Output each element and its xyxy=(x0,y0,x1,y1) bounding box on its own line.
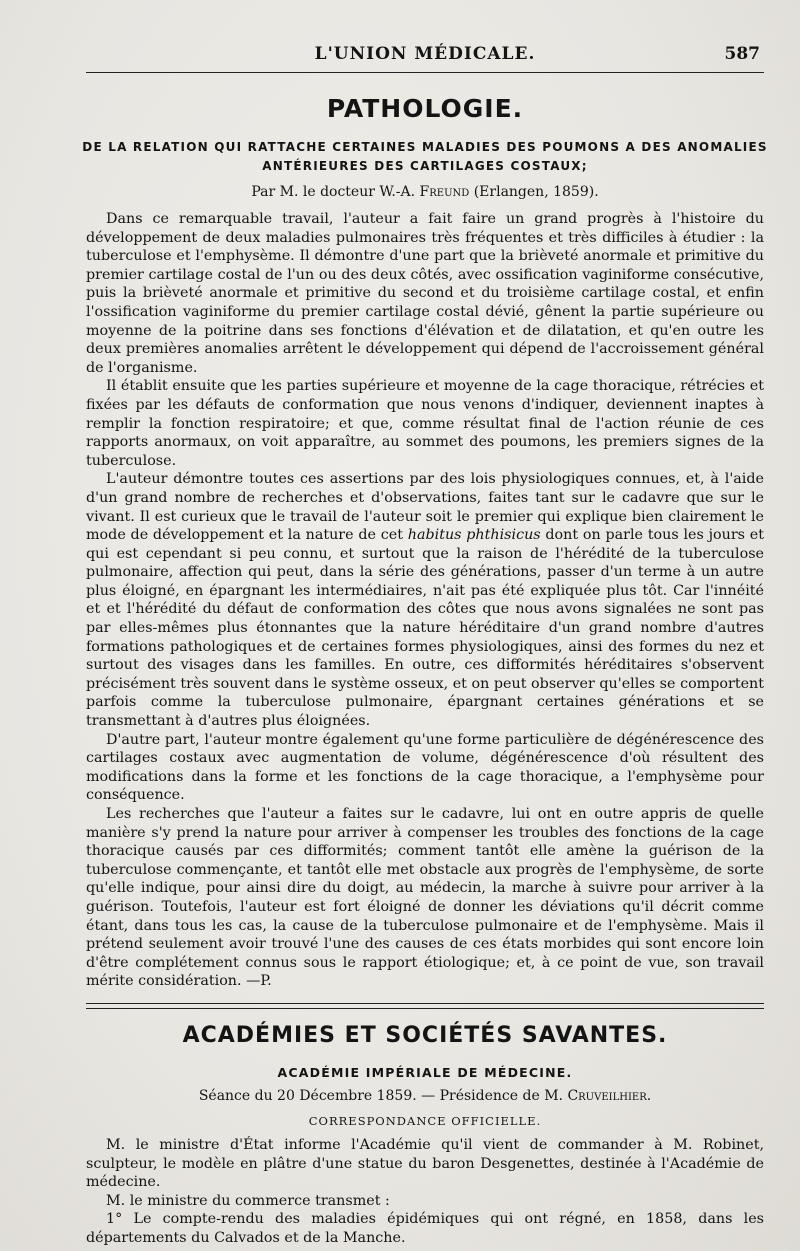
header-rule xyxy=(86,72,764,73)
academies-paragraph-1: M. le ministre d'État informe l'Académie qu'il vient de commander à M. Robinet, sculpteur, le modèle en plâtre d'une statue du baron Desgenettes, destinée à l'Académie de médecine. xyxy=(86,1136,764,1191)
session-president: Cruveilhier. xyxy=(567,1087,652,1104)
page-number: 587 xyxy=(724,44,760,64)
paragraph-3 xyxy=(86,470,764,730)
session-prefix: Séance du 20 Décembre 1859. — Présidence de M. xyxy=(198,1087,563,1104)
section-title-pathologie: PATHOLOGIE. xyxy=(326,94,524,123)
paragraph-3-part-2: dont on parle tous les jours et qui est cependant si peu connu, et surtout que la raison de l'hérédité de la tuberculose pulmonaire, affection qui peut, dans la série des générations, passer d'un terme à un autre plus éloigné, en épargnant les intermédiaires, n'ait pas été expliquée plus tôt. Car l'innéité et et l'hérédité du défaut de conformation des côtes que nous avons signalées ne sont pas par elles-mêmes plus étonnantes que la nature héréditaire d'un grand nombre d'autres formations pathologiques et de certaines formes physiologiques, ainsi des formes du nez et surtout des visages dans les familles. En outre, ces difformités héréditaires s'observent précisément très souvent dans le système osseux, et on peut observer qu'elles se comportent parfois comme la tuberculose pulmonaire, épargnant certaines générations et se transmettant à d'autres plus éloignées. xyxy=(86,527,765,730)
article-title: DE LA RELATION QUI RATTACHE CERTAINES MALADIES DES POUMONS A DES ANOMALIES ANTÉRIEURES DES CARTILAGES COSTAUX; xyxy=(82,140,768,173)
session-line xyxy=(86,1088,764,1104)
academies-section xyxy=(86,1023,764,1248)
paragraph-5: Les recherches que l'auteur a faites sur le cadavre, lui ont en outre appris de quelle manière s'y prend la nature pour arriver à compenser les troubles des fonctions de la cage thoracique causés par ces difformités; comment tantôt elle amène la guérison de la tuberculose commençante, et tantôt elle met obstacle aux progrès de l'emphysème, de sorte qu'elle indique, pour ainsi dire du doigt, au médecin, la marche à suivre pour arriver à la guérison. Toutefois, l'auteur est fort éloigné de donner les déviations qu'il décrit comme étant, dans tous les cas, la cause de la tuberculose pulmonaire et de l'emphysème. Mais il prétend seulement avoir trouvé l'une des causes de ces états morbides qui sont encore loin d'être complétement connus sous le rapport étiologique; et, à ce point de vue, son travail mérite considération. —P. xyxy=(86,806,764,990)
section-title-academies: ACADÉMIES ET SOCIÉTÉS SAVANTES. xyxy=(182,1022,668,1048)
paragraph-2: Il établit ensuite que les parties supérieure et moyenne de la cage thoracique, rétrécies et fixées par les défauts de conformation que nous venons d'indiquer, deviennent inaptes à remplir la fonction respiratoire; et que, comme résultat final de l'action réunie de ces rapports anormaux, on voit apparaître, au sommet des poumons, les premiers signes de la tuberculose. xyxy=(86,378,764,469)
running-head xyxy=(86,0,764,70)
section-divider xyxy=(86,1003,764,1009)
paragraph-1: Dans ce remarquable travail, l'auteur a fait faire un grand progrès à l'histoire du développement de deux maladies pulmonaires très fréquentes et très difficiles à étudier : la tuberculose et l'emphysème. Il démontre d'une part que la brièveté anormale et primitive du premier cartilage costal de l'un ou des deux côtés, avec ossification vaginiforme consécutive, puis la brièveté anormale et primitive du second et du troisième cartilage costal, et enfin l'ossification vaginiforme du premier cartilage costal dévié, gênent la partie supérieure ou moyenne de la poitrine dans ses fonctions d'élévation et de dilatation, et qu'en outre les deux premières anomalies arrêtent le développement qui dépend de l'accroissement général de l'organisme. xyxy=(86,211,764,376)
running-title: L'UNION MÉDICALE. xyxy=(314,44,536,64)
paragraph-3-part-1: L'auteur démontre toutes ces assertions par des lois physiologiques connues, et, à l'aide d'un grand nombre de recherches et d'observations, faites tant sur le cadavre que sur le vivant. Il est curieux que le travail de l'auteur soit le premier qui explique bien clairement le mode de développement et la nature de cet xyxy=(86,471,764,544)
byline-author: W.-A. Freund xyxy=(379,184,470,200)
byline xyxy=(86,184,764,200)
byline-suffix: (Erlangen, 1859). xyxy=(473,184,599,200)
paragraph-4: D'autre part, l'auteur montre également qu'une forme particulière de dégénérescence des cartilages costaux avec augmentation de volume, dégénérescence d'où résultent des modifications dans la forme et les fonctions de la cage thoracique, a l'emphysème pour conséquence. xyxy=(86,731,764,804)
pathologie-section xyxy=(82,94,768,991)
correspondence-title: CORRESPONDANCE OFFICIELLE. xyxy=(308,1113,542,1128)
academies-paragraph-3: 1° Le compte-rendu des maladies épidémiques qui ont régné, en 1858, dans les départements du Calvados et de la Manche. xyxy=(86,1211,764,1246)
byline-prefix: Par M. le docteur xyxy=(251,184,375,200)
academy-title: ACADÉMIE IMPÉRIALE DE MÉDECINE. xyxy=(277,1064,573,1080)
paragraph-3-italic-term: habitus phthisicus xyxy=(407,527,541,544)
academies-paragraph-2: M. le ministre du commerce transmet : xyxy=(106,1192,390,1209)
